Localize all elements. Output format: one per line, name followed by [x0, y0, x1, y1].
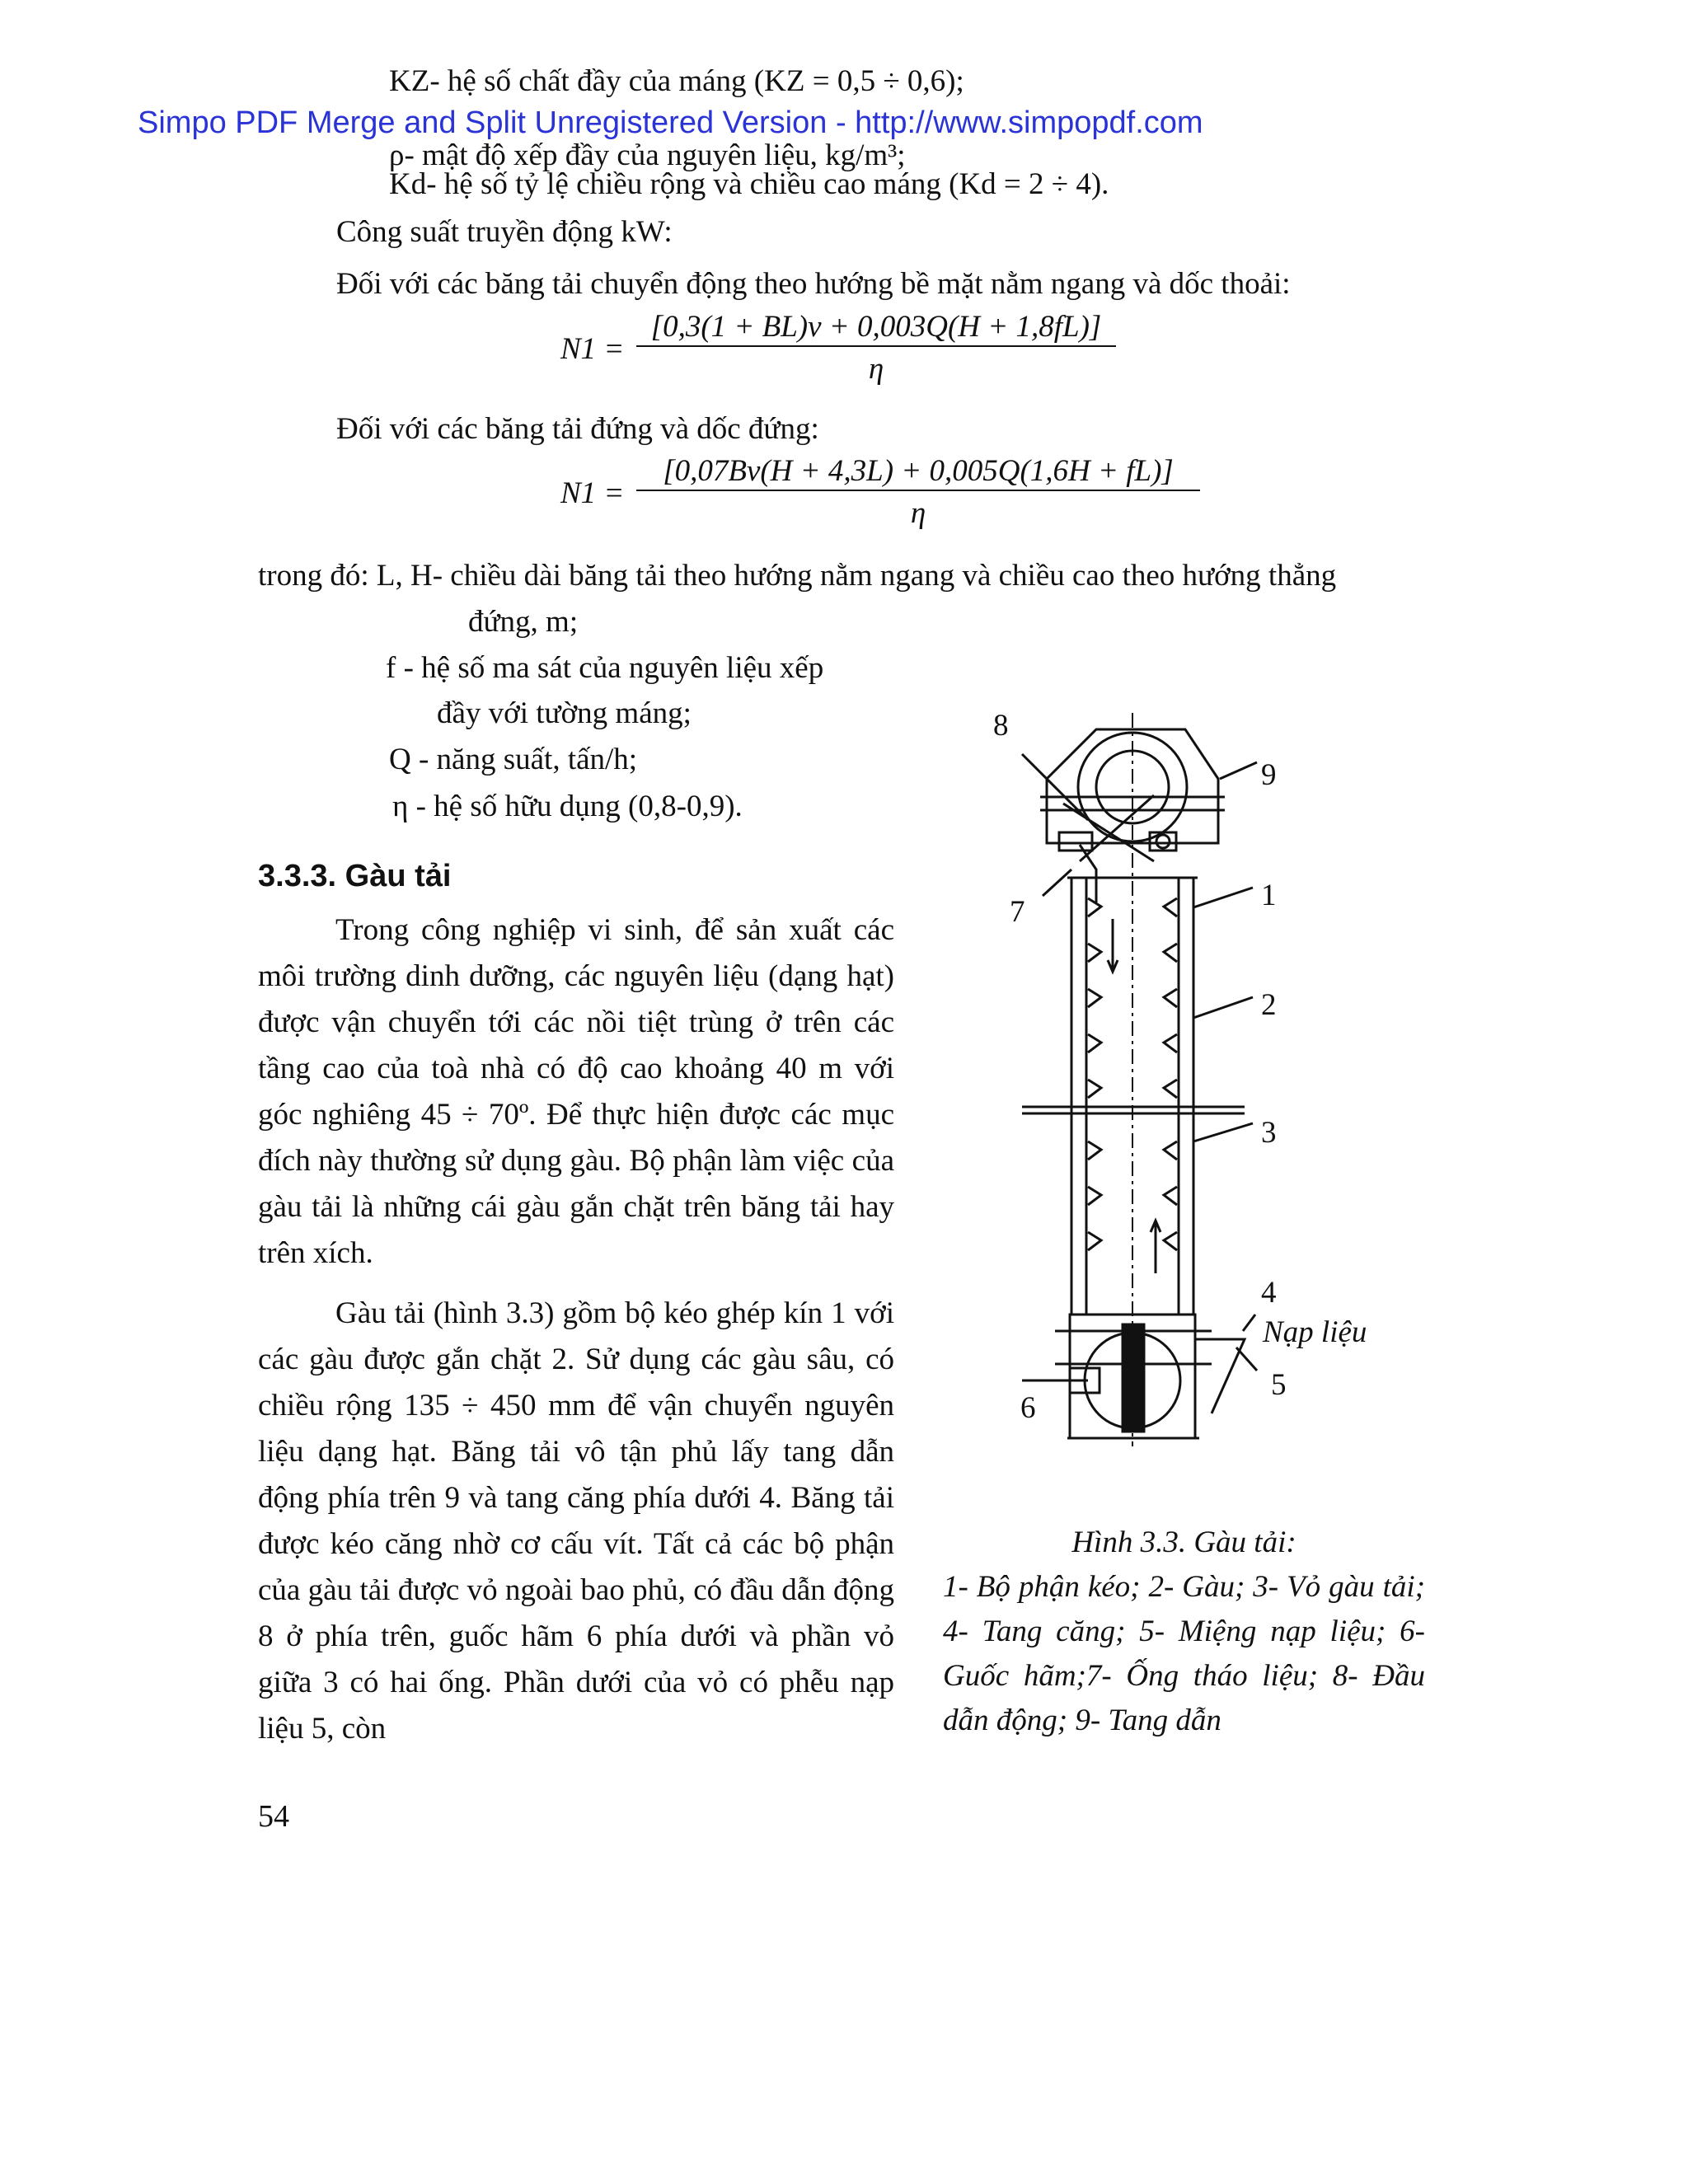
power-title: Công suất truyền động kW: — [336, 215, 673, 249]
eta-line: η - hệ số hữu dụng (0,8-0,9). — [392, 790, 743, 823]
section-heading: 3.3.3. Gàu tải — [258, 859, 452, 893]
figure-label-9: 9 — [1261, 758, 1277, 792]
watermark-banner: Simpo PDF Merge and Split Unregistered Version - http://www.simpopdf.com — [138, 105, 1203, 140]
figure-label-6: 6 — [1020, 1391, 1036, 1425]
f-line-1: f - hệ số ma sát của nguyên liệu xếp — [386, 651, 824, 685]
paragraph-2-text: Gàu tải (hình 3.3) gồm bộ kéo ghép kín 1 với các gàu được gắn chặt 2. Sử dụng các gàu sâu, có chiều rộng 135 ÷ 450 mm để vận chuyển nguyên liệu dạng hạt. Băng tải vô tận phủ lấy tang dẫn động phía trên 9 và tang căng phía dưới 4. Băng tải được kéo căng nhờ cơ cấu vít. Tất cả các bộ phận của gàu tải được vỏ ngoài bao phủ, có đầu dẫn động 8 ở phía trên, guốc hãm 6 phía dưới và phần vỏ giữa 3 có hai ống. Phần dưới của vỏ có phễu nạp liệu 5, còn — [258, 1296, 894, 1746]
paragraph-2 — [258, 1291, 894, 1752]
vertical-text: Đối với các băng tải đứng và dốc đứng: — [336, 412, 819, 446]
where-line-2: đứng, m; — [468, 605, 579, 639]
def-kd: Kd- hệ số tỷ lệ chiều rộng và chiều cao máng (Kd = 2 ÷ 4). — [389, 167, 1109, 201]
page-number: 54 — [258, 1799, 289, 1834]
formula2-numerator: [0,07Bv(H + 4,3L) + 0,005Q(1,6H + fL)] — [636, 456, 1200, 491]
figure-caption — [943, 1521, 1425, 1743]
figure-label-8: 8 — [993, 709, 1009, 743]
caption-body: 1- Bộ phận kéo; 2- Gàu; 3- Vỏ gàu tải; 4- Tang căng; 5- Miệng nạp liệu; 6- Guốc hãm;7- Ống tháo liệu; 8- Đầu dẫn động; 9- Tang dẫn — [943, 1570, 1425, 1737]
caption-title: Hình 3.3. Gàu tải: — [1071, 1526, 1296, 1559]
formula1-lhs: N1 = — [560, 332, 625, 366]
formula2 — [636, 456, 1200, 528]
q-line: Q - năng suất, tấn/h; — [389, 743, 638, 776]
figure-label-2: 2 — [1261, 988, 1277, 1022]
figure-label-4: 4 — [1261, 1276, 1277, 1310]
formula2-lhs: N1 = — [560, 476, 625, 510]
figure-label-3: 3 — [1261, 1116, 1277, 1150]
where-line-1: trong đó: L, H- chiều dài băng tải theo hướng nằm ngang và chiều cao theo hướng thẳng — [258, 559, 1337, 593]
discharge-nozzle-detail — [1059, 832, 1092, 851]
horizontal-text: Đối với các băng tải chuyển động theo hướng bề mặt nằm ngang và dốc thoải: — [336, 267, 1291, 301]
formula1-numerator: [0,3(1 + BL)v + 0,003Q(H + 1,8fL)] — [636, 312, 1116, 347]
def-rho: ρ- mật độ xếp đầy của nguyên liệu, kg/m³; — [389, 138, 906, 172]
feed-label: Nạp liệu — [1263, 1315, 1367, 1349]
feed-hopper — [1195, 1339, 1245, 1413]
paragraph-1-text: Trong công nghiệp vi sinh, để sản xuất các môi trường dinh dưỡng, các nguyên liệu (dạng hạt) được vận chuyển tới các nồi tiệt trùng ở trên các tầng cao của toà nhà có độ cao khoảng 40 m với góc nghiêng 45 ÷ 70º. Để thực hiện được các mục đích này thường sử dụng gàu. Bộ phận làm việc của gàu tải là những cái gàu gắn chặt trên băng tải hay trên xích. — [258, 913, 894, 1270]
formula2-denominator: η — [910, 496, 926, 530]
paragraph-1 — [258, 907, 894, 1277]
figure-label-5: 5 — [1271, 1368, 1287, 1402]
formula1 — [636, 312, 1116, 384]
f-line-2: đầy với tường máng; — [437, 696, 692, 730]
bucket-elevator-figure — [973, 705, 1434, 1471]
formula1-denominator: η — [868, 352, 884, 386]
figure-label-7: 7 — [1010, 895, 1025, 929]
figure-label-1: 1 — [1261, 879, 1277, 912]
def-kz: KZ- hệ số chất đầy của máng (KZ = 0,5 ÷ 0,6); — [389, 64, 964, 98]
